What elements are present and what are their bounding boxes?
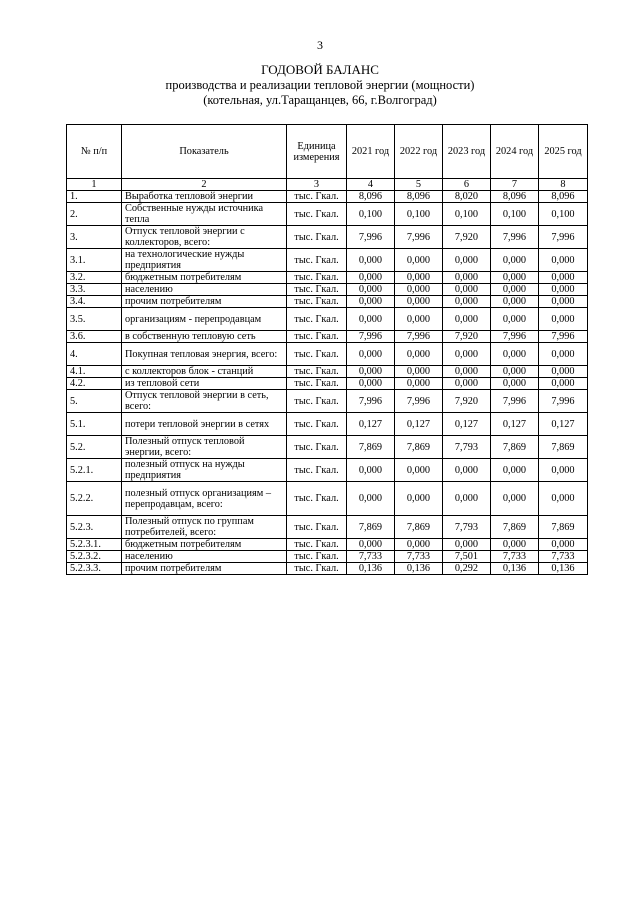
value-2021: 0,000: [347, 459, 395, 482]
value-2022: 7,996: [395, 331, 443, 343]
row-indicator: Полезный отпуск тепловой энергии, всего:: [122, 436, 287, 459]
value-2022: 7,996: [395, 390, 443, 413]
value-2023: 0,127: [443, 413, 491, 436]
row-unit: тыс. Гкал.: [287, 459, 347, 482]
value-2023: 0,000: [443, 343, 491, 366]
value-2025: 0,000: [539, 459, 588, 482]
value-2024: 0,000: [491, 539, 539, 551]
value-2022: 0,100: [395, 203, 443, 226]
value-2025: 0,000: [539, 539, 588, 551]
value-2025: 0,000: [539, 284, 588, 296]
value-2024: 0,000: [491, 296, 539, 308]
row-unit: тыс. Гкал.: [287, 378, 347, 390]
row-indicator: в собственную тепловую сеть: [122, 331, 287, 343]
value-2025: 7,733: [539, 551, 588, 563]
value-2021: 0,000: [347, 296, 395, 308]
column-number: 8: [539, 179, 588, 191]
table-row: [67, 249, 588, 272]
row-indicator: организациям - перепродавцам: [122, 308, 287, 331]
value-2021: 7,996: [347, 390, 395, 413]
table-header-row: [67, 125, 588, 179]
table-row: [67, 203, 588, 226]
value-2023: 0,000: [443, 284, 491, 296]
value-2022: 0,000: [395, 249, 443, 272]
row-indicator: потери тепловой энергии в сетях: [122, 413, 287, 436]
row-unit: тыс. Гкал.: [287, 284, 347, 296]
header-2022: 2022 год: [395, 125, 443, 179]
value-2023: 0,000: [443, 459, 491, 482]
row-unit: тыс. Гкал.: [287, 203, 347, 226]
row-number: 5.2.1.: [67, 459, 122, 482]
row-unit: тыс. Гкал.: [287, 366, 347, 378]
value-2021: 0,000: [347, 482, 395, 516]
row-number: 4.2.: [67, 378, 122, 390]
value-2024: 0,000: [491, 366, 539, 378]
value-2023: 7,501: [443, 551, 491, 563]
value-2025: 8,096: [539, 191, 588, 203]
value-2025: 0,127: [539, 413, 588, 436]
row-indicator: Собственные нужды источника тепла: [122, 203, 287, 226]
row-indicator: полезный отпуск на нужды предприятия: [122, 459, 287, 482]
table-row: [67, 284, 588, 296]
value-2024: 0,000: [491, 284, 539, 296]
value-2024: 0,127: [491, 413, 539, 436]
column-number: 4: [347, 179, 395, 191]
document-location: (котельная, ул.Таращанцев, 66, г.Волгоград): [203, 93, 437, 107]
row-indicator: Полезный отпуск по группам потребителей, всего:: [122, 516, 287, 539]
value-2021: 0,000: [347, 272, 395, 284]
value-2024: 7,996: [491, 226, 539, 249]
page-number: 3: [317, 38, 323, 52]
value-2025: 0,000: [539, 343, 588, 366]
value-2021: 0,000: [347, 343, 395, 366]
value-2023: 0,000: [443, 539, 491, 551]
row-number: 5.2.3.1.: [67, 539, 122, 551]
row-number: 5.2.3.3.: [67, 563, 122, 575]
table-row: [67, 343, 588, 366]
row-number: 3.: [67, 226, 122, 249]
value-2024: 0,000: [491, 378, 539, 390]
value-2024: 7,996: [491, 331, 539, 343]
row-number: 5.2.3.: [67, 516, 122, 539]
table-row: [67, 413, 588, 436]
header-2025: 2025 год: [539, 125, 588, 179]
value-2025: 7,996: [539, 226, 588, 249]
row-unit: тыс. Гкал.: [287, 551, 347, 563]
value-2023: 0,100: [443, 203, 491, 226]
value-2022: 0,000: [395, 308, 443, 331]
row-number: 5.2.2.: [67, 482, 122, 516]
row-indicator: прочим потребителям: [122, 563, 287, 575]
header-2021: 2021 год: [347, 125, 395, 179]
value-2024: 0,000: [491, 459, 539, 482]
value-2021: 7,996: [347, 331, 395, 343]
column-number-row: [67, 179, 588, 191]
row-indicator: Отпуск тепловой энергии в сеть, всего:: [122, 390, 287, 413]
header-indicator: Показатель: [122, 125, 287, 179]
table-row: [67, 191, 588, 203]
value-2023: 8,020: [443, 191, 491, 203]
value-2025: 0,000: [539, 366, 588, 378]
row-number: 3.2.: [67, 272, 122, 284]
value-2022: 0,127: [395, 413, 443, 436]
value-2022: 0,000: [395, 378, 443, 390]
value-2024: 7,869: [491, 516, 539, 539]
row-number: 3.3.: [67, 284, 122, 296]
row-number: 5.2.: [67, 436, 122, 459]
table-row: [67, 551, 588, 563]
value-2021: 0,000: [347, 539, 395, 551]
value-2023: 7,793: [443, 436, 491, 459]
value-2025: 0,000: [539, 272, 588, 284]
value-2022: 0,000: [395, 459, 443, 482]
value-2021: 0,000: [347, 308, 395, 331]
header-2024: 2024 год: [491, 125, 539, 179]
value-2022: 0,000: [395, 343, 443, 366]
value-2022: 7,869: [395, 436, 443, 459]
value-2022: 7,869: [395, 516, 443, 539]
table-row: [67, 272, 588, 284]
column-number: 6: [443, 179, 491, 191]
table-row: [67, 459, 588, 482]
value-2021: 0,000: [347, 284, 395, 296]
document-subtitle: производства и реализации тепловой энергии (мощности): [165, 78, 475, 92]
column-number: 3: [287, 179, 347, 191]
table-row: [67, 482, 588, 516]
row-unit: тыс. Гкал.: [287, 436, 347, 459]
row-unit: тыс. Гкал.: [287, 296, 347, 308]
value-2024: 0,000: [491, 343, 539, 366]
row-unit: тыс. Гкал.: [287, 539, 347, 551]
row-number: 2.: [67, 203, 122, 226]
value-2021: 0,136: [347, 563, 395, 575]
value-2024: 0,100: [491, 203, 539, 226]
value-2024: 8,096: [491, 191, 539, 203]
value-2021: 0,100: [347, 203, 395, 226]
table-row: [67, 296, 588, 308]
row-number: 4.: [67, 343, 122, 366]
row-indicator: населению: [122, 551, 287, 563]
value-2022: 8,096: [395, 191, 443, 203]
column-number: 7: [491, 179, 539, 191]
table-row: [67, 308, 588, 331]
value-2021: 7,733: [347, 551, 395, 563]
value-2023: 7,920: [443, 390, 491, 413]
table-row: [67, 366, 588, 378]
value-2025: 7,869: [539, 436, 588, 459]
row-indicator: Покупная тепловая энергия, всего:: [122, 343, 287, 366]
value-2024: 0,000: [491, 249, 539, 272]
value-2023: 0,292: [443, 563, 491, 575]
table-row: [67, 563, 588, 575]
value-2023: 0,000: [443, 366, 491, 378]
header-2023: 2023 год: [443, 125, 491, 179]
value-2022: 0,000: [395, 366, 443, 378]
row-unit: тыс. Гкал.: [287, 516, 347, 539]
value-2024: 0,136: [491, 563, 539, 575]
document-title: ГОДОВОЙ БАЛАНС: [261, 62, 379, 77]
value-2024: 0,000: [491, 272, 539, 284]
row-number: 5.1.: [67, 413, 122, 436]
row-unit: тыс. Гкал.: [287, 191, 347, 203]
row-number: 4.1.: [67, 366, 122, 378]
value-2025: 0,000: [539, 378, 588, 390]
value-2022: 0,000: [395, 272, 443, 284]
value-2022: 0,000: [395, 539, 443, 551]
row-number: 3.1.: [67, 249, 122, 272]
value-2025: 7,996: [539, 331, 588, 343]
row-number: 1.: [67, 191, 122, 203]
value-2022: 0,000: [395, 296, 443, 308]
row-indicator: с коллекторов блок - станций: [122, 366, 287, 378]
row-unit: тыс. Гкал.: [287, 272, 347, 284]
row-number: 5.: [67, 390, 122, 413]
table-row: [67, 539, 588, 551]
value-2023: 7,920: [443, 226, 491, 249]
value-2023: 7,920: [443, 331, 491, 343]
row-indicator: из тепловой сети: [122, 378, 287, 390]
value-2023: 0,000: [443, 249, 491, 272]
table-row: [67, 436, 588, 459]
value-2021: 8,096: [347, 191, 395, 203]
value-2025: 0,136: [539, 563, 588, 575]
value-2022: 0,000: [395, 284, 443, 296]
value-2025: 0,000: [539, 249, 588, 272]
row-unit: тыс. Гкал.: [287, 413, 347, 436]
value-2024: 7,996: [491, 390, 539, 413]
value-2022: 7,733: [395, 551, 443, 563]
value-2023: 0,000: [443, 308, 491, 331]
row-unit: тыс. Гкал.: [287, 249, 347, 272]
row-number: 3.4.: [67, 296, 122, 308]
table-row: [67, 378, 588, 390]
row-unit: тыс. Гкал.: [287, 331, 347, 343]
row-number: 3.5.: [67, 308, 122, 331]
row-indicator: прочим потребителям: [122, 296, 287, 308]
value-2021: 0,000: [347, 249, 395, 272]
value-2024: 7,869: [491, 436, 539, 459]
table-row: [67, 390, 588, 413]
value-2024: 0,000: [491, 482, 539, 516]
value-2021: 0,127: [347, 413, 395, 436]
header-unit: Единица измерения: [287, 125, 347, 179]
table-row: [67, 516, 588, 539]
row-indicator: бюджетным потребителям: [122, 539, 287, 551]
value-2025: 7,869: [539, 516, 588, 539]
row-unit: тыс. Гкал.: [287, 482, 347, 516]
value-2021: 0,000: [347, 366, 395, 378]
value-2025: 0,000: [539, 308, 588, 331]
column-number: 1: [67, 179, 122, 191]
value-2025: 0,100: [539, 203, 588, 226]
value-2022: 7,996: [395, 226, 443, 249]
value-2023: 0,000: [443, 378, 491, 390]
value-2023: 7,793: [443, 516, 491, 539]
balance-table: [66, 124, 588, 575]
row-indicator: Отпуск тепловой энергии с коллекторов, всего:: [122, 226, 287, 249]
row-indicator: населению: [122, 284, 287, 296]
row-unit: тыс. Гкал.: [287, 343, 347, 366]
row-unit: тыс. Гкал.: [287, 563, 347, 575]
value-2023: 0,000: [443, 272, 491, 284]
column-number: 5: [395, 179, 443, 191]
row-number: 5.2.3.2.: [67, 551, 122, 563]
value-2022: 0,000: [395, 482, 443, 516]
value-2022: 0,136: [395, 563, 443, 575]
row-unit: тыс. Гкал.: [287, 390, 347, 413]
value-2021: 7,869: [347, 516, 395, 539]
value-2023: 0,000: [443, 296, 491, 308]
value-2021: 7,869: [347, 436, 395, 459]
row-unit: тыс. Гкал.: [287, 308, 347, 331]
value-2024: 7,733: [491, 551, 539, 563]
value-2024: 0,000: [491, 308, 539, 331]
value-2023: 0,000: [443, 482, 491, 516]
header-no: № п/п: [67, 125, 122, 179]
table-row: [67, 331, 588, 343]
value-2025: 7,996: [539, 390, 588, 413]
row-number: 3.6.: [67, 331, 122, 343]
row-indicator: бюджетным потребителям: [122, 272, 287, 284]
value-2025: 0,000: [539, 296, 588, 308]
row-indicator: Выработка тепловой энергии: [122, 191, 287, 203]
row-indicator: полезный отпуск организациям – перепродавцам, всего:: [122, 482, 287, 516]
value-2021: 0,000: [347, 378, 395, 390]
value-2021: 7,996: [347, 226, 395, 249]
row-indicator: на технологические нужды предприятия: [122, 249, 287, 272]
column-number: 2: [122, 179, 287, 191]
table-row: [67, 226, 588, 249]
value-2025: 0,000: [539, 482, 588, 516]
row-unit: тыс. Гкал.: [287, 226, 347, 249]
